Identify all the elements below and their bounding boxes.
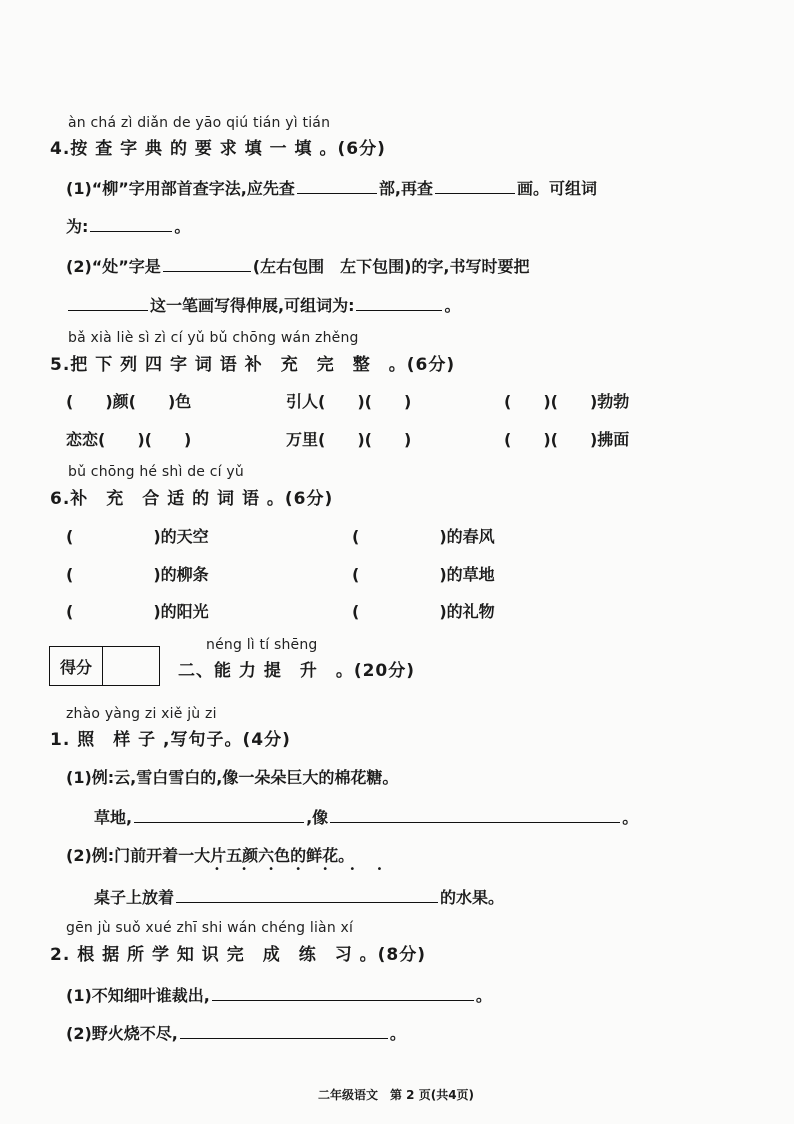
q4-line3 (66, 253, 530, 277)
q4-blank-structure[interactable] (163, 253, 251, 272)
page-footer: 二年级语文 第 2 页(共4页) (318, 1088, 475, 1102)
q4-blank-stroke[interactable] (68, 292, 148, 311)
q4-line4-text-a: 这一笔画写得伸展,可组词为: (150, 296, 355, 315)
q5-pinyin: bǎ xià liè sì zì cí yǔ bǔ chōng wán zhěng (68, 330, 359, 346)
score-field[interactable] (103, 647, 159, 685)
q5-title: 5.把 下 列 四 字 词 语 补 充 完 整 。(6分) (50, 355, 456, 375)
s1-answer-1 (94, 804, 638, 828)
s2-poem-1-text: (1)不知细叶谁裁出, (66, 986, 210, 1005)
q6-title: 6.补 充 合 适 的 词 语 。(6分) (50, 489, 334, 509)
s1-pinyin: zhào yàng zi xiě jù zi (66, 706, 217, 722)
q4-pinyin: àn chá zì diǎn de yāo qiú tián yì tián (68, 115, 331, 131)
q6-right-1[interactable]: ( )的春风 (352, 527, 495, 546)
s1-example-1: (1)例:云,雪白雪白的,像一朵朵巨大的棉花糖。 (66, 768, 399, 787)
q4-line1-text-b: 部,再查 (378, 179, 433, 198)
q4-blank-word2[interactable] (356, 292, 442, 311)
s1-blank-1b[interactable] (330, 804, 620, 823)
q4-line4-text-b: 。 (444, 296, 461, 315)
q5-item-3[interactable]: ( )( )勃勃 (504, 392, 630, 411)
s1-title: 1. 照 样 子 ,写句子。(4分) (50, 730, 291, 750)
section2-title: 二、能 力 提 升 。(20分) (178, 661, 416, 681)
emphasis-dots: • • • • • • • (214, 864, 392, 875)
q5-item-2[interactable]: 引人( )( ) (286, 392, 412, 411)
s2-blank-2[interactable] (180, 1020, 388, 1039)
q4-line3-text-b: (左右包围 左下包围)的字,书写时要把 (252, 257, 530, 276)
s1-answer-1-text-b: ,像 (306, 808, 329, 827)
s1-answer-1-text-c: 。 (622, 808, 639, 827)
s1-blank-1a[interactable] (134, 804, 304, 823)
s1-answer-2-text-a: 桌子上放着 (94, 888, 175, 907)
q5-item-4[interactable]: 恋恋( )( ) (66, 430, 192, 449)
s1-answer-2-text-b: 的水果。 (440, 888, 505, 907)
q4-line2 (66, 213, 190, 237)
q4-title: 4.按 查 字 典 的 要 求 填 一 填 。(6分) (50, 139, 386, 159)
q4-line1 (66, 175, 597, 199)
s2-pinyin: gēn jù suǒ xué zhī shi wán chéng liàn xí (66, 920, 354, 936)
s2-blank-1[interactable] (212, 982, 474, 1001)
section2-pinyin: néng lì tí shēng (206, 637, 318, 653)
s2-poem-2 (66, 1020, 406, 1044)
q4-line1-text-c: 画。可组词 (516, 179, 597, 198)
q4-line1-text-a: (1)“柳”字用部首查字法,应先查 (66, 179, 295, 198)
q5-item-1[interactable]: ( )颜( )色 (66, 392, 192, 411)
s1-answer-2 (94, 884, 504, 908)
q6-pinyin: bǔ chōng hé shì de cí yǔ (68, 464, 244, 480)
q4-blank-radical[interactable] (297, 175, 377, 194)
q4-line2-text-a: 为: (66, 217, 89, 236)
q6-left-3[interactable]: ( )的阳光 (66, 602, 209, 621)
q4-line3-text-a: (2)“处”字是 (66, 257, 161, 276)
q6-left-1[interactable]: ( )的天空 (66, 527, 209, 546)
q4-line2-text-b: 。 (174, 217, 191, 236)
s2-poem-2-text: (2)野火烧不尽, (66, 1024, 178, 1043)
s1-example-2: (2)例:门前开着一大片五颜六色的鲜花。 (66, 846, 355, 865)
q4-blank-strokes[interactable] (435, 175, 515, 194)
s1-answer-1-text-a: 草地, (94, 808, 133, 827)
s2-poem-1-end: 。 (475, 986, 492, 1005)
s2-poem-2-end: 。 (389, 1024, 406, 1043)
q4-line4 (66, 292, 461, 316)
score-label: 得分 (50, 647, 103, 685)
score-box (49, 646, 160, 686)
q5-item-5[interactable]: 万里( )( ) (286, 430, 412, 449)
q5-item-6[interactable]: ( )( )拂面 (504, 430, 630, 449)
s1-blank-2[interactable] (176, 884, 438, 903)
q6-right-3[interactable]: ( )的礼物 (352, 602, 495, 621)
q4-blank-word1[interactable] (90, 213, 172, 232)
q6-left-2[interactable]: ( )的柳条 (66, 565, 209, 584)
q6-right-2[interactable]: ( )的草地 (352, 565, 495, 584)
s2-poem-1 (66, 982, 492, 1006)
s2-title: 2. 根 据 所 学 知 识 完 成 练 习 。(8分) (50, 945, 427, 965)
